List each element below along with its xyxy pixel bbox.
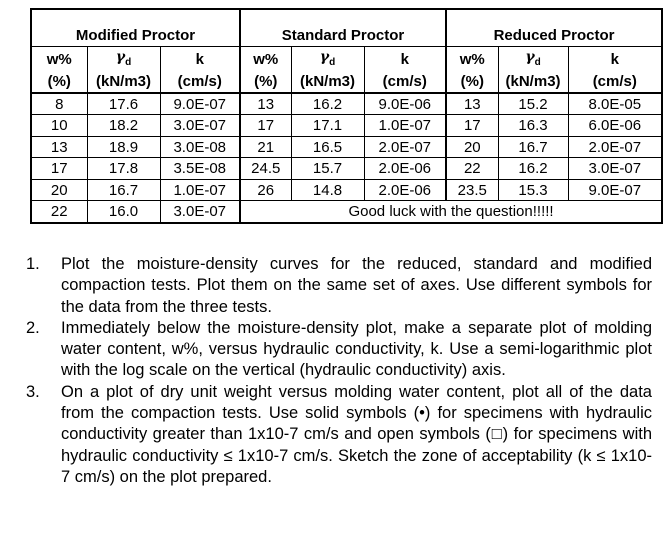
table-cell: 13 <box>240 93 291 115</box>
col-header-w-modified: w% <box>31 47 87 72</box>
table-cell: 15.7 <box>291 158 364 180</box>
question-item <box>26 254 652 318</box>
good-luck-message: Good luck with the question!!!!! <box>240 201 662 223</box>
group-modified-proctor: Modified Proctor <box>31 9 240 47</box>
table-cell: 9.0E-07 <box>568 179 662 201</box>
group-header-row <box>31 9 662 47</box>
gamma-symbol: γ <box>115 49 126 65</box>
table-cell: 6.0E-06 <box>568 115 662 137</box>
question-number: 3. <box>26 382 40 401</box>
col-header-w-reduced: w% <box>446 47 498 72</box>
col-header-k-modified: k <box>160 47 240 72</box>
table-cell: 2.0E-06 <box>364 179 446 201</box>
gamma-symbol: γ <box>319 49 330 65</box>
col-header-gamma-reduced <box>498 47 568 72</box>
table-row <box>31 115 662 137</box>
table-cell: 2.0E-07 <box>364 136 446 158</box>
table-cell: 3.0E-07 <box>160 201 240 223</box>
unit-gamma-reduced: (kN/m3) <box>498 72 568 93</box>
table-cell: 3.5E-08 <box>160 158 240 180</box>
question-item <box>26 318 652 382</box>
table-cell: 14.8 <box>291 179 364 201</box>
table-cell: 13 <box>446 93 498 115</box>
table-row <box>31 93 662 115</box>
col-header-gamma-standard <box>291 47 364 72</box>
question-text: Immediately below the moisture-density plot, make a separate plot of molding water content, w%, versus hydraulic conductivity, k. Use a semi-logarithmic plot with the log scale on the vertical (hydraulic conductivity) axis. <box>61 318 652 380</box>
unit-k-reduced: (cm/s) <box>568 72 662 93</box>
table-cell: 18.2 <box>87 115 160 137</box>
table-cell: 26 <box>240 179 291 201</box>
table-cell: 2.0E-07 <box>568 136 662 158</box>
table-cell: 17 <box>240 115 291 137</box>
table-row <box>31 201 662 223</box>
group-reduced-proctor: Reduced Proctor <box>446 9 662 47</box>
question-item <box>26 382 652 488</box>
unit-w-standard: (%) <box>240 72 291 93</box>
table-cell: 13 <box>31 136 87 158</box>
table-cell: 2.0E-06 <box>364 158 446 180</box>
unit-k-standard: (cm/s) <box>364 72 446 93</box>
col-header-w-standard: w% <box>240 47 291 72</box>
table-cell: 23.5 <box>446 179 498 201</box>
question-number: 1. <box>26 255 40 273</box>
table-cell: 10 <box>31 115 87 137</box>
table-cell: 3.0E-07 <box>568 158 662 180</box>
gamma-symbol: γ <box>525 49 535 65</box>
table-cell: 1.0E-07 <box>160 179 240 201</box>
table-cell: 18.9 <box>87 136 160 158</box>
table-cell: 15.2 <box>498 93 568 115</box>
question-number: 2. <box>26 318 40 337</box>
table-cell: 3.0E-08 <box>160 136 240 158</box>
table-cell: 24.5 <box>240 158 291 180</box>
table-cell: 3.0E-07 <box>160 115 240 137</box>
table-cell: 22 <box>446 158 498 180</box>
question-text: On a plot of dry unit weight versus molding water content, plot all of the data from the compaction tests. Use solid symbols (•) for specimens with hydraulic conductivity greater than 1x10-7 cm/s and open symbols (□) for specimens with hydraulic conductivity ≤ 1x10-7 cm/s. Sketch the zone of acceptability (k ≤ 1x10-7 cm/s) on the plot prepared. <box>61 382 652 486</box>
table-cell: 9.0E-06 <box>364 93 446 115</box>
table-cell: 16.5 <box>291 136 364 158</box>
table-cell: 17 <box>446 115 498 137</box>
unit-gamma-modified: (kN/m3) <box>87 72 160 93</box>
table-row <box>31 158 662 180</box>
col-header-gamma-modified <box>87 47 160 72</box>
table-cell: 1.0E-07 <box>364 115 446 137</box>
col-header-k-reduced: k <box>568 47 662 72</box>
table-cell: 9.0E-07 <box>160 93 240 115</box>
table-cell: 22 <box>31 201 87 223</box>
table-cell: 15.3 <box>498 179 568 201</box>
unit-w-modified: (%) <box>31 72 87 93</box>
proctor-data-table <box>30 8 663 224</box>
col-header-k-standard: k <box>364 47 446 72</box>
table-row <box>31 179 662 201</box>
table-cell: 17.6 <box>87 93 160 115</box>
table-cell: 16.7 <box>87 179 160 201</box>
question-list <box>26 254 652 488</box>
table-cell: 16.3 <box>498 115 568 137</box>
table-cell: 17.8 <box>87 158 160 180</box>
table-cell: 16.2 <box>498 158 568 180</box>
group-standard-proctor: Standard Proctor <box>240 9 446 47</box>
table-row <box>31 136 662 158</box>
unit-k-modified: (cm/s) <box>160 72 240 93</box>
unit-header-row <box>31 72 662 93</box>
proctor-table-container <box>30 8 661 224</box>
table-cell: 16.2 <box>291 93 364 115</box>
gamma-subscript: d <box>329 56 336 68</box>
question-text: Plot the moisture-density curves for the reduced, standard and modified compaction tests. Plot them on the same set of axes. Use different symbols for the data from the three tests. <box>61 255 652 316</box>
gamma-subscript: d <box>534 56 541 68</box>
table-cell: 20 <box>31 179 87 201</box>
table-cell: 8 <box>31 93 87 115</box>
column-header-row <box>31 47 662 72</box>
table-cell: 8.0E-05 <box>568 93 662 115</box>
table-cell: 17.1 <box>291 115 364 137</box>
gamma-subscript: d <box>125 56 132 68</box>
unit-gamma-standard: (kN/m3) <box>291 72 364 93</box>
unit-w-reduced: (%) <box>446 72 498 93</box>
table-cell: 20 <box>446 136 498 158</box>
table-cell: 16.0 <box>87 201 160 223</box>
table-cell: 16.7 <box>498 136 568 158</box>
table-cell: 17 <box>31 158 87 180</box>
table-cell: 21 <box>240 136 291 158</box>
